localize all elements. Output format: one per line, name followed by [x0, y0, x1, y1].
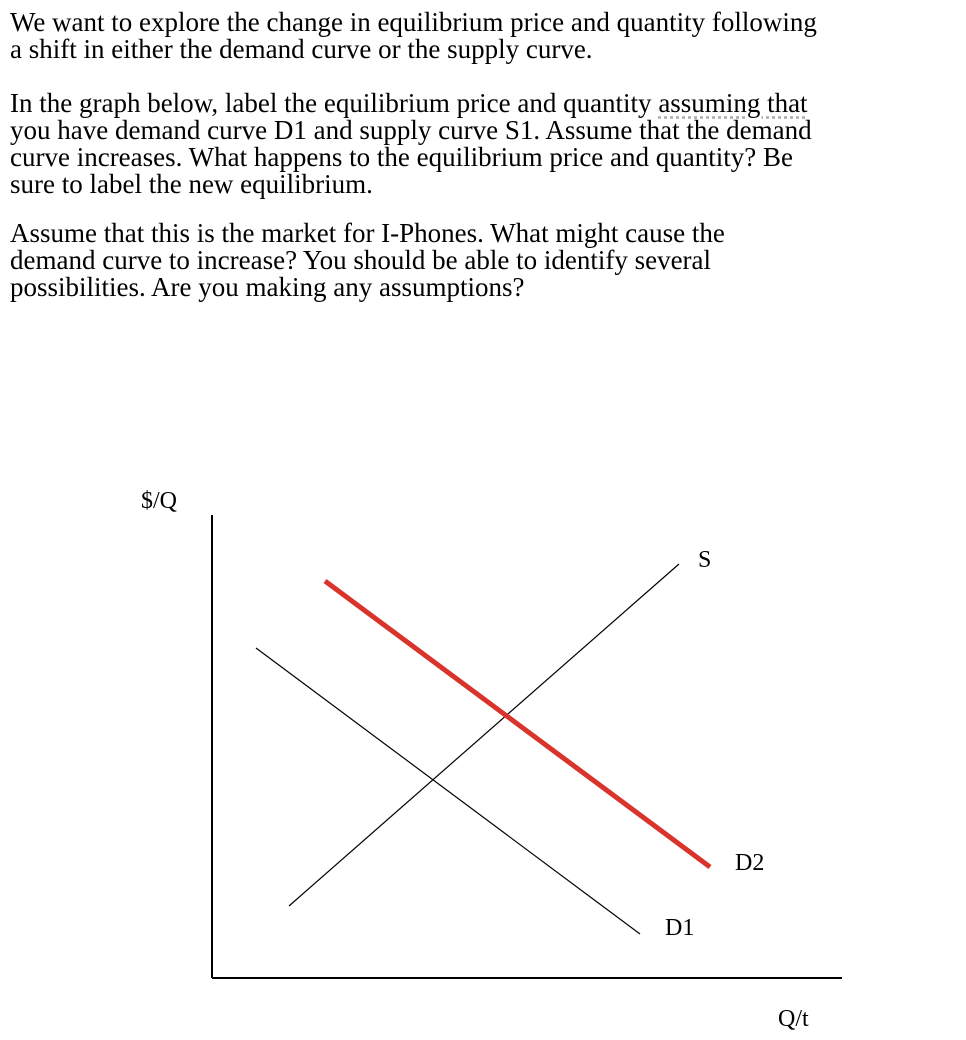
- demand-curve-d1: [256, 648, 640, 934]
- question-part-1-before: In the graph below, label the equilibrium price and quantity: [10, 88, 659, 118]
- intro-paragraph: We want to explore the change in equilibrium price and quantity following a shift in either the demand curve or the supply curve.: [10, 7, 817, 64]
- demand1-label: D1: [665, 915, 695, 941]
- supply-label: S: [698, 547, 712, 573]
- x-axis-label: Q/t: [778, 1006, 809, 1032]
- question-part-2: Assume that this is the market for I-Phones. What might cause the demand curve to increase? You should be able to identify several possibilities. Are you making any assumptions?: [10, 218, 725, 302]
- supply-curve: [289, 564, 679, 906]
- demand2-label: D2: [735, 850, 765, 876]
- question-part-1-dotted: assuming that: [658, 88, 808, 118]
- question-part-1-after: you have demand curve D1 and supply curve S1. Assume that the demand curve increases. What happens to the equilibrium price and quantity? Be sure to label the new equilibrium.: [10, 115, 812, 199]
- y-axis-label: $/Q: [141, 488, 177, 514]
